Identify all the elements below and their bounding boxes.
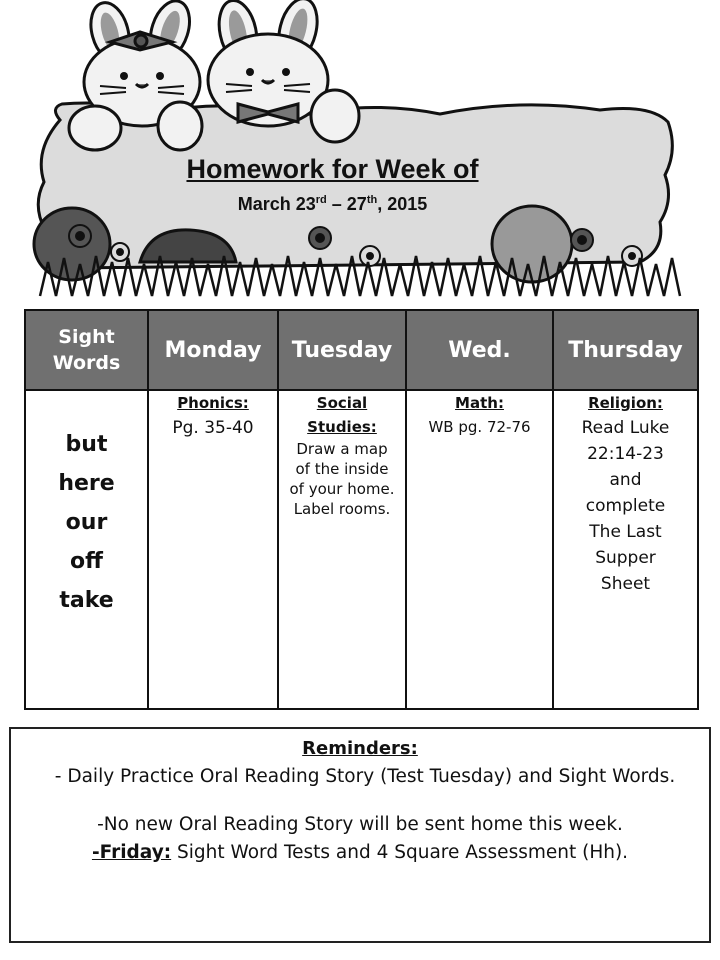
monday-subject: Phonics: — [177, 394, 249, 412]
table-header-row — [25, 310, 698, 390]
friday-label: -Friday: — [91, 842, 172, 863]
tuesday-cell — [278, 390, 406, 709]
wednesday-assignment: WB pg. 72-76 — [428, 418, 531, 436]
header-thursday: Thursday — [553, 310, 698, 390]
wednesday-subject: Math: — [455, 394, 504, 412]
date-end: – 27 — [326, 194, 367, 214]
date-start: March 23 — [237, 194, 316, 214]
banner — [0, 0, 720, 300]
reminder-item: - Daily Practice Oral Reading Story (Test Tuesday) and Sight Words. — [54, 766, 676, 787]
sight-word: here — [58, 471, 115, 496]
tuesday-subject: Social Studies: — [307, 394, 377, 436]
sight-word-list — [26, 391, 147, 620]
header-monday: Monday — [148, 310, 278, 390]
sight-word: take — [59, 588, 114, 613]
spacer — [11, 791, 709, 811]
reminder-item: -No new Oral Reading Story will be sent home this week. — [97, 814, 623, 835]
monday-assignment: Pg. 35-40 — [172, 418, 254, 438]
monday-cell — [148, 390, 278, 709]
header-tuesday: Tuesday — [278, 310, 406, 390]
header-wednesday: Wed. — [406, 310, 553, 390]
sight-word: our — [65, 510, 108, 535]
page-title: Homework for Week of — [186, 154, 479, 184]
date-end-suffix: th — [366, 194, 378, 206]
sight-word: but — [65, 432, 108, 457]
friday-text: Sight Word Tests and 4 Square Assessment (Hh). — [171, 842, 629, 863]
date-start-suffix: rd — [315, 194, 327, 206]
tuesday-assignment: Draw a map of the inside of your home. Label rooms. — [289, 440, 395, 518]
header-sight-words: Sight Words — [25, 310, 148, 390]
table-row — [25, 390, 698, 709]
sight-word: off — [70, 549, 103, 574]
week-dates — [0, 194, 665, 215]
banner-illustration — [0, 0, 720, 300]
thursday-cell — [553, 390, 698, 709]
wednesday-cell — [406, 390, 553, 709]
sight-words-cell — [25, 390, 148, 709]
homework-table — [24, 309, 699, 710]
reminders-box — [9, 727, 711, 943]
thursday-assignment: Read Luke 22:14-23 and complete The Last Supper Sheet — [581, 418, 670, 594]
reminders-title: Reminders: — [302, 738, 418, 759]
thursday-subject: Religion: — [588, 394, 663, 412]
reminder-item — [11, 839, 709, 867]
date-year: , 2015 — [377, 194, 428, 214]
